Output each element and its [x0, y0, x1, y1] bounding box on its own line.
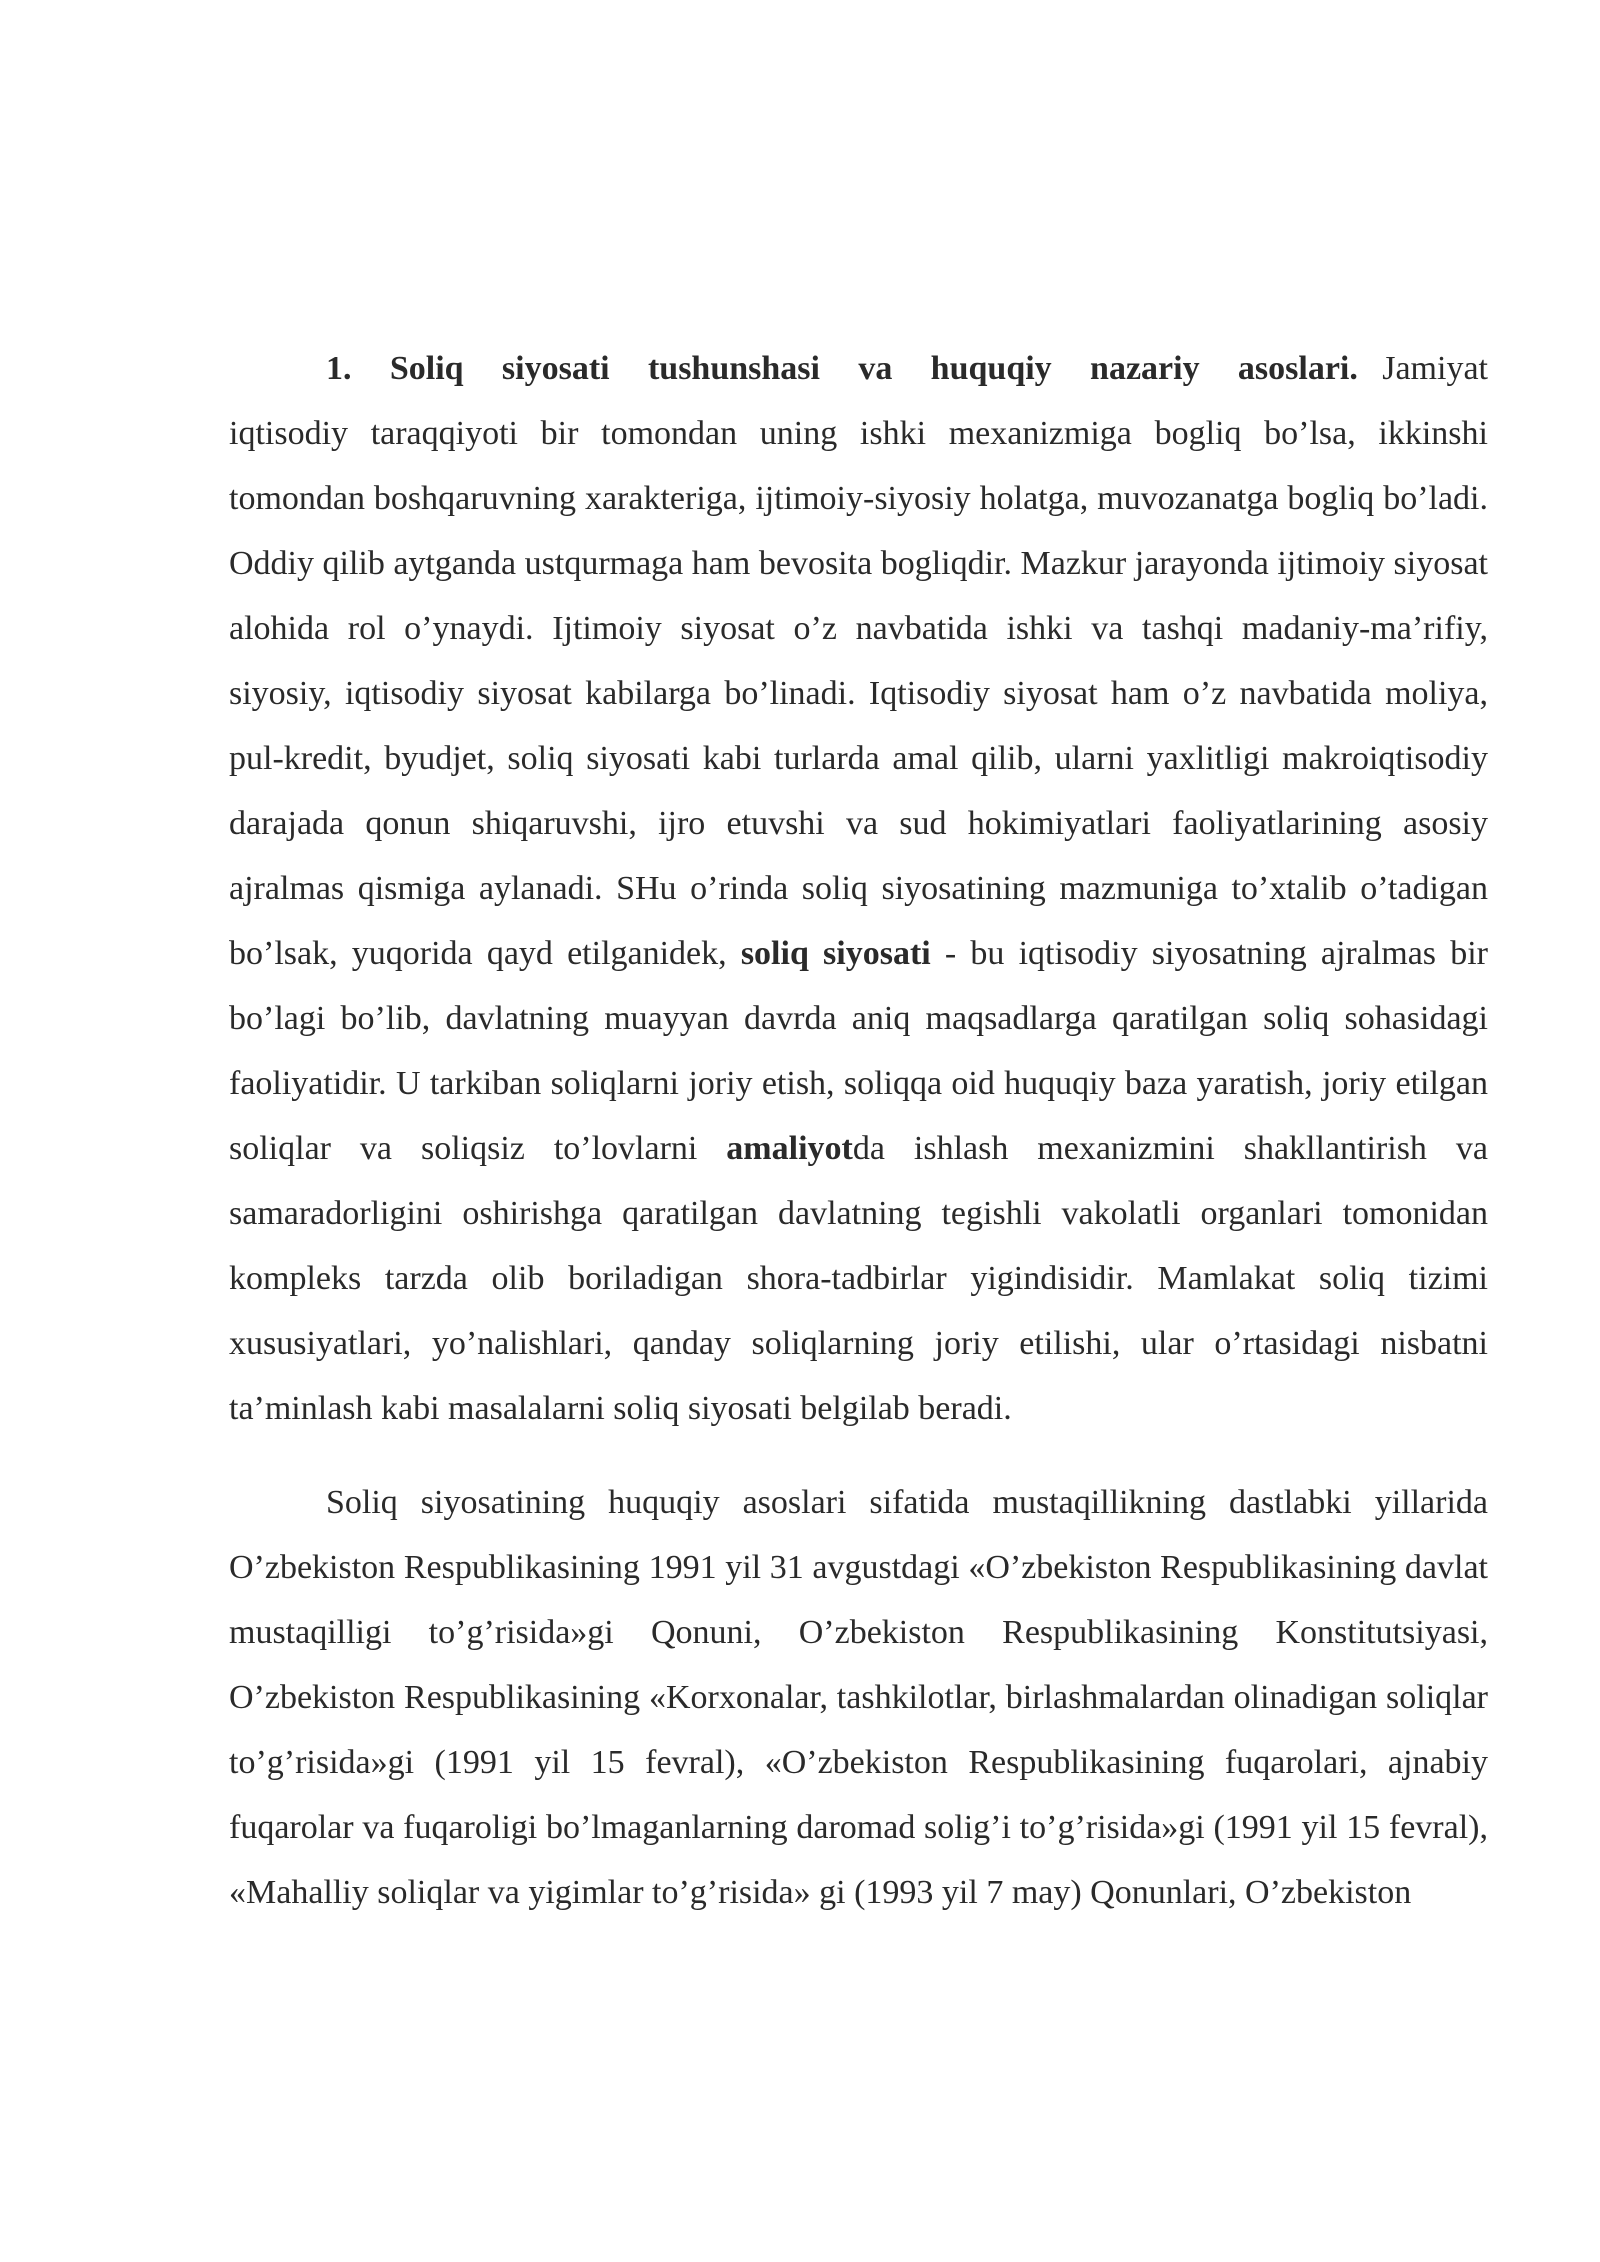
paragraph-text: Soliq siyosatining huquqiy asoslari sifatida mustaqillikning dastlabki yillarida O’zbekiston Respublikasining 1991 yil 31 avgustdagi «O’zbekiston Respublikasining davlat mustaqilligi to’g’risida»gi Qonuni, O’zbekiston Respublikasining Konstitutsiyasi, O’zbekiston Respublikasining «Korxonalar, tashkilotlar, birlashmalardan olinadigan soliqlar to’g’risida»gi (1991 yil 15 fevral), «O’zbekiston Respublikasining fuqarolari, ajnabiy fuqarolar va fuqaroligi bo’lmaganlarning daromad solig’i to’g’risida»gi (1991 yil 15 fevral), «Mahalliy soliqlar va yigimlar to’g’risida» gi (1993 yil 7 may) Qonunlari, O’zbekiston — [229, 1484, 1488, 1911]
bold-term-amaliyot: amaliyot — [726, 1130, 853, 1167]
paragraph-soliq-siyosati-definition — [229, 336, 1488, 1441]
paragraph-text: Jamiyat iqtisodiy taraqqiyoti bir tomondan uning ishki mexanizmiga bogliq bo’lsa, ikkinshi tomondan boshqaruvning xarakteriga, ijtimoiy-siyosiy holatga, muvozanatga bogliq bo’ladi. Oddiy qilib aytganda ustqurmaga ham bevosita bogliqdir. Mazkur jarayonda ijtimoiy siyosat alohida rol o’ynaydi. Ijtimoiy siyosat o’z navbatida ishki va tashqi madaniy-ma’rifiy, siyosiy, iqtisodiy siyosat kabilarga bo’linadi. Iqtisodiy siyosat ham o’z navbatida moliya, pul-kredit, byudjet, soliq siyosati kabi turlarda amal qilib, ularni yaxlitligi makroiqtisodiy darajada qonun shiqaruvshi, ijro etuvshi va sud hokimiyatlari faoliyatlarining asosiy ajralmas qismiga aylanadi. SHu o’rinda soliq siyosatining mazmuniga to’xtalib o’tadigan bo’lsak, yuqorida qayd etilganidek, — [229, 350, 1488, 972]
document-body — [229, 336, 1488, 1925]
paragraph-text: - bu iqtisodiy siyosatning ajralmas bir bo’lagi bo’lib, davlatning muayyan davrda aniq maqsadlarga qaratilgan soliq sohasidagi faoliyatidir. U tarkiban soliqlarni joriy etish, soliqqa oid huquqiy baza yaratish, joriy etilgan soliqlar va soliqsiz to’lovlarni — [229, 935, 1488, 1167]
paragraph-legal-bases — [229, 1470, 1488, 1925]
bold-term-soliq-siyosati: soliq siyosati — [740, 935, 931, 972]
section-heading: 1. Soliq siyosati tushunshasi va huquqiy nazariy asoslari. — [326, 350, 1358, 387]
paragraph-text: da ishlash mexanizmini shakllantirish va samaradorligini oshirishga qaratilgan davlatning tegishli vakolatli organlari tomonidan kompleks tarzda olib boriladigan shora-tadbirlar yigindisidir. Mamlakat soliq tizimi xususiyatlari, yo’nalishlari, qanday soliqlarning joriy etilishi, ular o’rtasidagi nisbatni ta’minlash kabi masalalarni soliq siyosati belgilab beradi. — [229, 1130, 1488, 1427]
